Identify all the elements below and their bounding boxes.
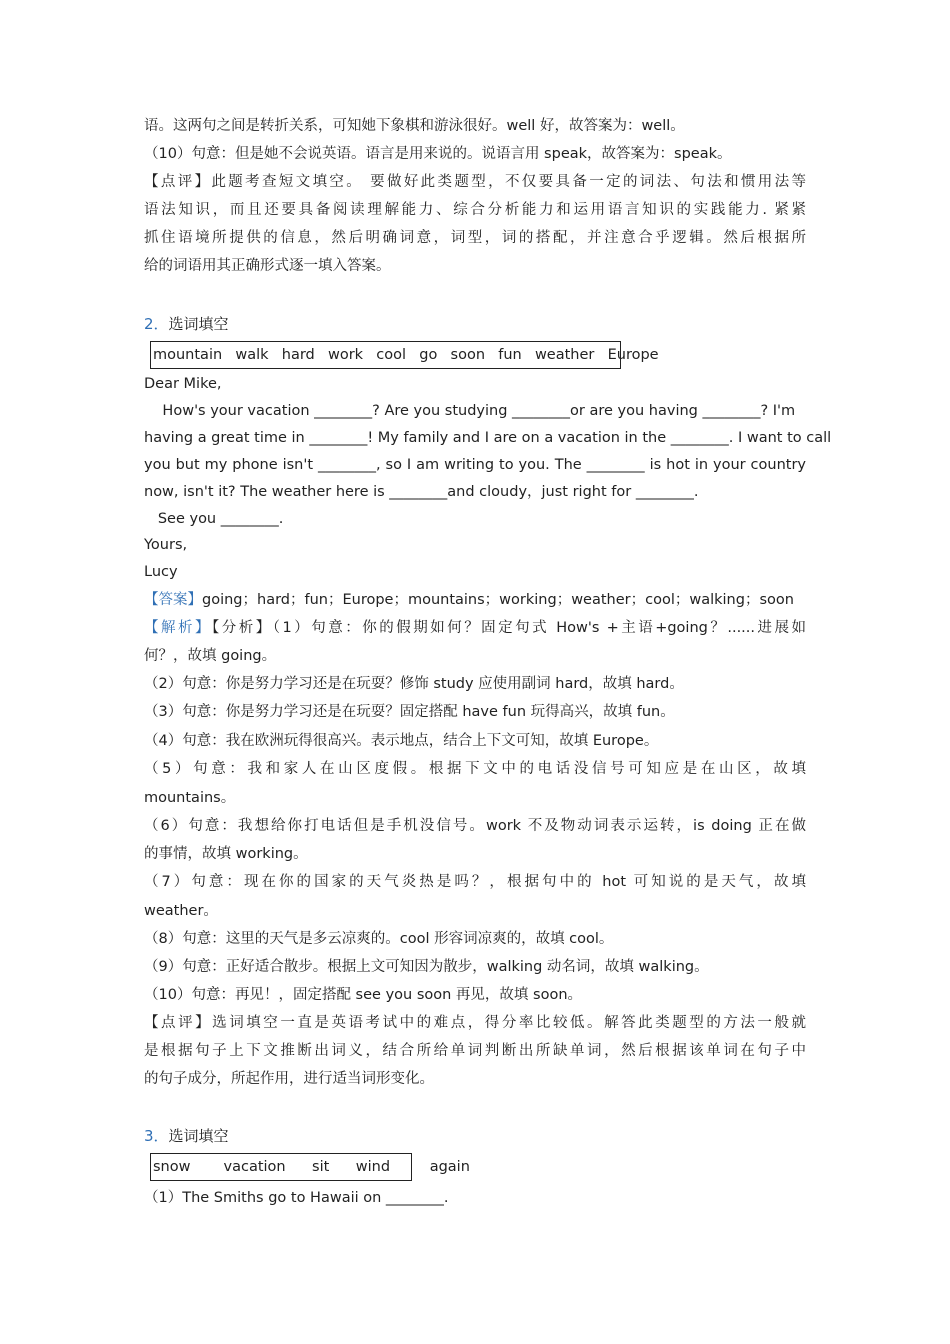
q1-text-line: （10）句意：但是她不会说英语。语言是用来说的。说语言用 speak，故答案为：speak。 (144, 146, 732, 162)
letter-signature: Lucy (144, 564, 178, 580)
analysis-line: （6）句意：我想给你打电话但是手机没信号。work 不及物动词表示运转，is doing 正在做 (144, 818, 806, 834)
question-number: 3． (144, 1127, 169, 1145)
answer-label: 【答案】 (144, 592, 202, 608)
q2-comment-line: 【点评】选词填空一直是英语考试中的难点，得分率比较低。解答此类题型的方法一般就 (144, 1015, 807, 1031)
q3-item-1: （1）The Smiths go to Hawaii on ________. (144, 1190, 449, 1206)
letter-line: you but my phone isn't ________, so I am writing to you. The ________ is hot in your country (144, 457, 806, 473)
q2-analysis-intro: 【解析】【分析】（1）句意：你的假期如何？固定句式 How's +主语+going？......进展如 (144, 620, 806, 636)
analysis-label: 【解析】 (144, 620, 212, 636)
letter-line: having a great time in ________! My family and I are on a vacation in the ________. I want to call (144, 430, 832, 446)
letter-line: now, isn't it? The weather here is ________and cloudy，just right for ________. (144, 484, 699, 500)
analysis-line: 何？，故填 going。 (144, 648, 277, 664)
q1-comment-line: 抓住语境所提供的信息，然后明确词意，词型，词的搭配，并注意合乎逻辑。然后根据所 (144, 230, 806, 246)
q2-answer: 【答案】going；hard；fun；Europe；mountains；working；weather；cool；walking；soon (144, 592, 794, 608)
q2-title: 2．选词填空 (144, 315, 229, 333)
comment-label: 【点评】 (144, 174, 212, 190)
question-number: 2． (144, 315, 169, 333)
analysis-line: （3）句意：你是努力学习还是在玩耍？固定搭配 have fun 玩得高兴，故填 fun。 (144, 704, 675, 720)
analysis-line: （2）句意：你是努力学习还是在玩耍？修饰 study 应使用副词 hard，故填 hard。 (144, 676, 684, 692)
letter-line: How's your vacation ________? Are you studying ________or are you having ________? I'm (144, 403, 796, 419)
q1-comment-line: 给的词语用其正确形式逐一填入答案。 (144, 258, 391, 274)
analysis-line: （8）句意：这里的天气是多云凉爽的。cool 形容词凉爽的，故填 cool。 (144, 931, 614, 947)
q1-comment-line: 语法知识，而且还要具备阅读理解能力、综合分析能力和运用语言知识的实践能力. 紧紧 (144, 202, 806, 218)
analysis-line: （10）句意：再见！，固定搭配 see you soon 再见，故填 soon。 (144, 987, 583, 1003)
letter-salutation: Dear Mike, (144, 376, 222, 392)
comment-label: 【点评】 (144, 1015, 213, 1031)
analysis-line: weather。 (144, 903, 218, 919)
q2-word-box: mountain walk hard work cool go soon fun weather Europe (150, 341, 621, 369)
q2-comment-line: 是根据句子上下文推断出词义，结合所给单词判断出所缺单词，然后根据该单词在句子中 (144, 1043, 806, 1059)
q1-text-line: 语。这两句之间是转折关系，可知她下象棋和游泳很好。well 好，故答案为：well。 (144, 118, 685, 134)
analysis-line: （9）句意：正好适合散步。根据上文可知因为散步，walking 动名词，故填 walking。 (144, 959, 709, 975)
letter-see-you: See you ________. (144, 511, 284, 527)
letter-closing: Yours, (144, 537, 188, 553)
analysis-line: （4）句意：我在欧洲玩得很高兴。表示地点，结合上下文可知，故填 Europe。 (144, 733, 659, 749)
q3-title: 3．选词填空 (144, 1127, 229, 1145)
analysis-line: 的事情，故填 working。 (144, 846, 308, 862)
q2-comment-line: 的句子成分，所起作用，进行适当词形变化。 (144, 1071, 434, 1087)
q1-comment-line: 【点评】此题考查短文填空。 要做好此类题型，不仅要具备一定的词法、句法和惯用法等 (144, 174, 807, 190)
q3-word-box: snow vacation sit wind again (150, 1153, 412, 1181)
analysis-line: （5）句意：我和家人在山区度假。根据下文中的电话没信号可知应是在山区，故填 (144, 761, 806, 777)
analysis-line: （7）句意：现在你的国家的天气炎热是吗？，根据句中的 hot 可知说的是天气，故填 (144, 874, 806, 890)
analysis-line: mountains。 (144, 790, 236, 806)
